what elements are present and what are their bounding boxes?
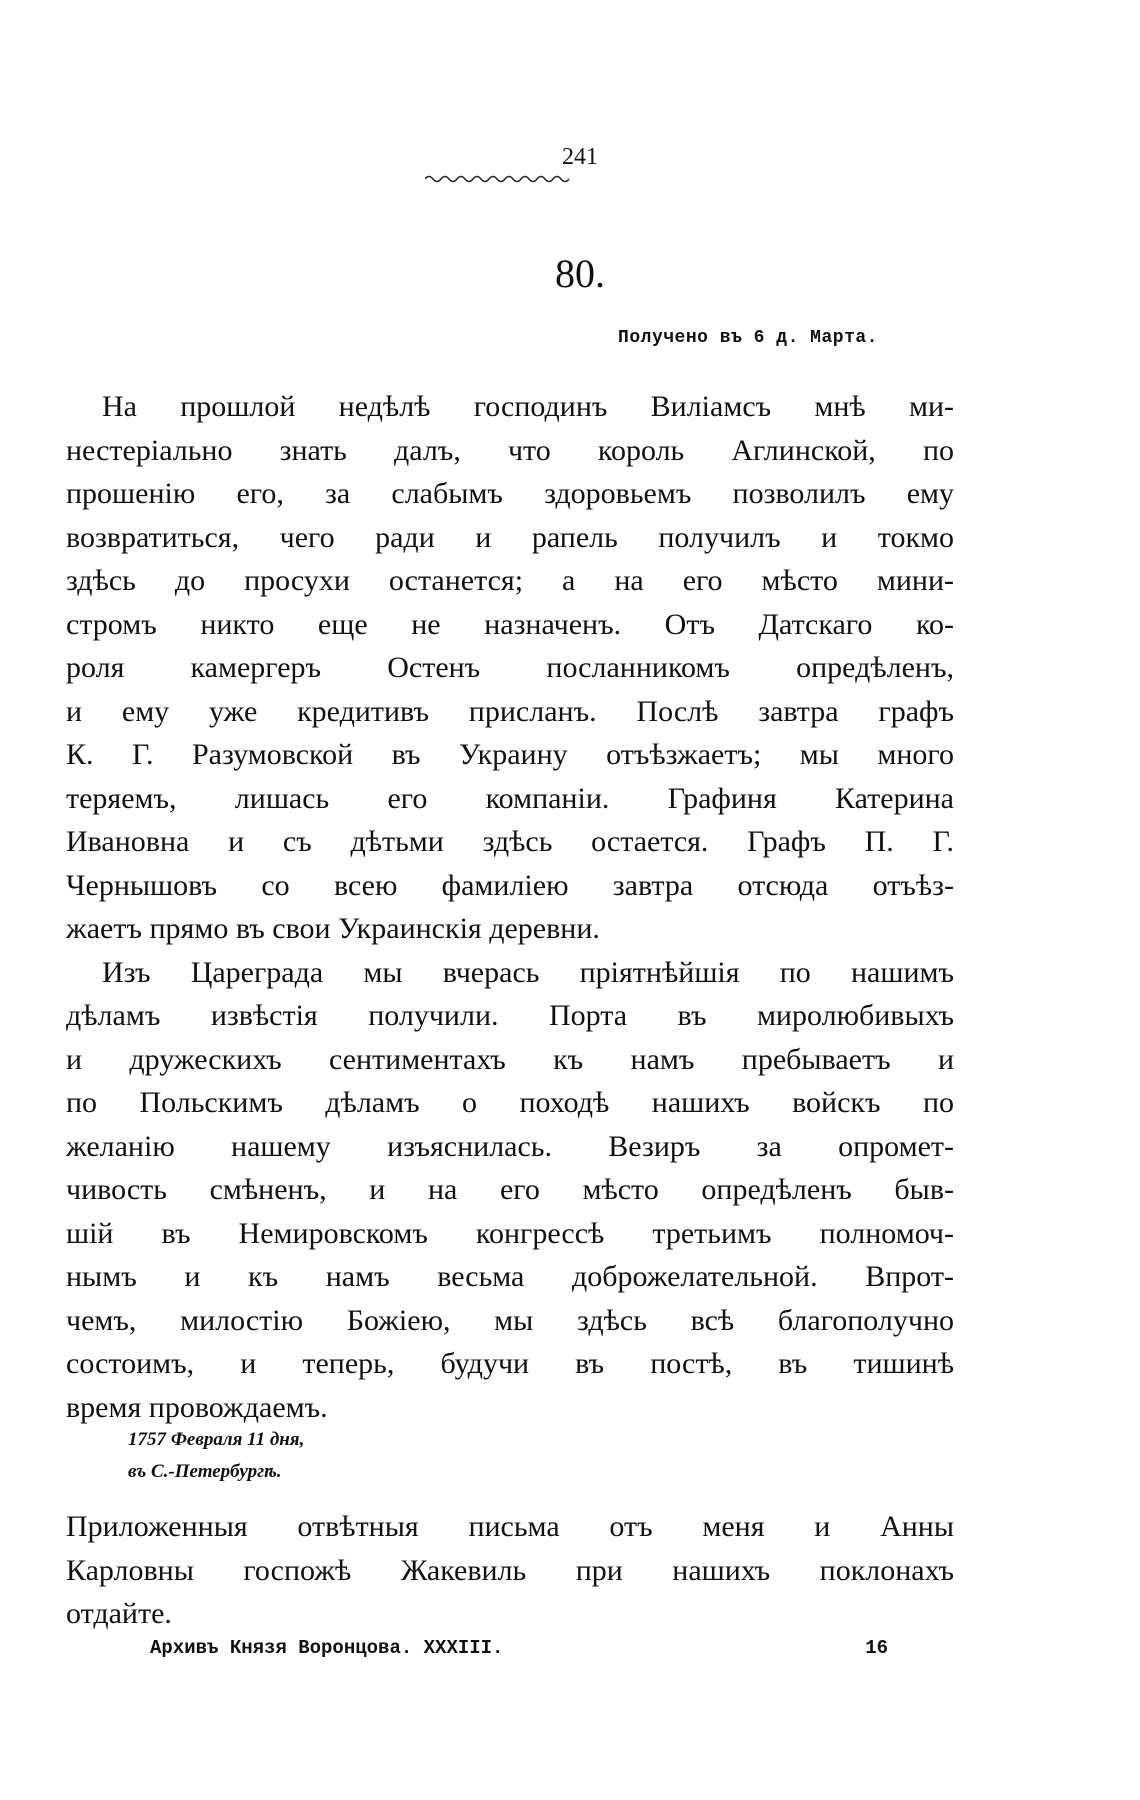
date-line: 1757 Февраля 11 дня,: [128, 1429, 305, 1450]
text-line: желанію нашему изъяснилась. Везиръ за опромет-: [66, 1129, 954, 1163]
text-line: прошенію его, за слабымъ здоровьемъ позволилъ ему: [66, 477, 954, 510]
text-line: нымъ и къ намъ весьма доброжелательной. Впрот-: [66, 1260, 954, 1293]
text-line: Ивановна и съ дѣтьми здѣсь остается. Графъ П. Г.: [66, 825, 954, 858]
text-line: Чернышовъ со всею фамиліею завтра отсюда отъѣз-: [66, 868, 954, 902]
page-number: 241: [562, 144, 598, 170]
letter-date: [128, 1424, 304, 1488]
text-line: по Польскимъ дѣламъ о походѣ нашихъ войскъ по: [66, 1086, 954, 1119]
text-line: шій въ Немировскомъ конгрессѣ третьимъ полномоч-: [66, 1216, 954, 1250]
text-line: возвратиться, чего ради и рапель получилъ и токмо: [66, 520, 954, 554]
text-line: нестеріально знать далъ, что король Аглинской, по: [66, 433, 954, 467]
text-line: состоимъ, и теперь, будучи въ постѣ, въ тишинѣ: [66, 1347, 954, 1380]
signature-mark: 16: [865, 1637, 888, 1659]
text-line: роля камергеръ Остенъ посланникомъ опредѣленъ,: [66, 651, 954, 684]
letter-body: [66, 385, 954, 1429]
received-note: Получено въ 6 д. Марта.: [618, 328, 878, 348]
text-line: жаетъ прямо въ свои Украинскія деревни.: [66, 912, 600, 945]
text-line: На прошлой недѣлѣ господинъ Виліамсъ мнѣ ми-: [102, 390, 954, 423]
page-footer: [150, 1637, 888, 1659]
text-line: время провождаемъ.: [66, 1390, 328, 1424]
footer-source: Архивъ Князя Воронцова. XXXIII.: [150, 1637, 504, 1659]
text-line: Изъ Цареграда мы вчерась пріятнѣйшія по нашимъ: [102, 955, 954, 989]
text-line: Приложенныя отвѣтныя письма отъ меня и Анны: [66, 1510, 954, 1543]
text-line: Карловны госпожѣ Жакевиль при нашихъ поклонахъ: [66, 1553, 954, 1587]
postscript: [66, 1505, 954, 1636]
text-line: стромъ никто еще не назначенъ. Отъ Датскаго ко-: [66, 607, 954, 641]
text-line: чивость смѣненъ, и на его мѣсто опредѣленъ быв-: [66, 1173, 954, 1206]
text-line: и ему уже кредитивъ присланъ. Послѣ завтра графъ: [66, 694, 954, 728]
ornament-rule: [425, 172, 575, 186]
text-line: чемъ, милостію Божіею, мы здѣсь всѣ благополучно: [66, 1303, 954, 1337]
text-line: здѣсь до просухи останется; а на его мѣсто мини-: [66, 564, 954, 597]
text-line: К. Г. Разумовской въ Украину отъѣзжаетъ; мы много: [66, 738, 954, 771]
document-number: 80.: [555, 251, 605, 296]
text-line: теряемъ, лишась его компаніи. Графиня Катерина: [66, 781, 954, 815]
place-line: въ С.-Петербургѣ.: [128, 1461, 282, 1482]
text-line: и дружескихъ сентиментахъ къ намъ пребываетъ и: [66, 1042, 954, 1076]
text-line: дѣламъ извѣстія получили. Порта въ миролюбивыхъ: [66, 999, 954, 1032]
text-line: отдайте.: [66, 1597, 172, 1630]
